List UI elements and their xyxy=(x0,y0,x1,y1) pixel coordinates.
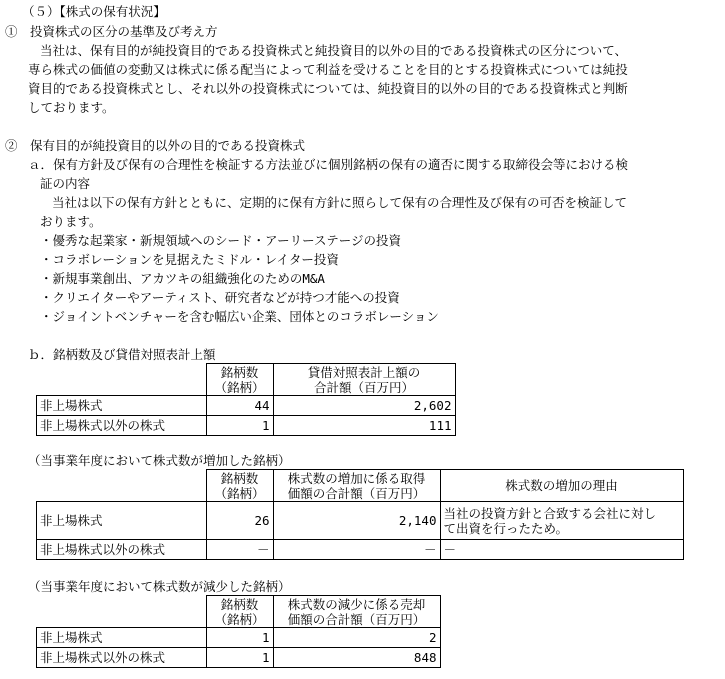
header-blank xyxy=(37,364,207,396)
table3-caption: （当事業年度において株式数が減少した銘柄） xyxy=(28,579,291,594)
header-blank xyxy=(37,596,207,628)
header-amount: 株式数の減少に係る売却 価額の合計額（百万円） xyxy=(273,596,440,628)
row-count: 44 xyxy=(206,396,273,416)
header-count: 銘柄数 （銘柄） xyxy=(206,470,273,502)
header-amount: 株式数の増加に係る取得 価額の合計額（百万円） xyxy=(273,470,440,502)
table-row xyxy=(37,396,456,416)
bullet-item: ・コラボレーションを見据えたミドル・レイター投資 xyxy=(40,252,339,267)
header-amount: 貸借対照表計上額の 合計額（百万円） xyxy=(273,364,455,396)
row-count: 1 xyxy=(206,416,273,436)
table-row xyxy=(37,502,684,540)
row-reason: － xyxy=(440,540,683,560)
row-label: 非上場株式以外の株式 xyxy=(37,540,207,560)
row-label: 非上場株式以外の株式 xyxy=(37,648,207,668)
row-label: 非上場株式 xyxy=(37,628,207,648)
row-count: 1 xyxy=(206,648,273,668)
row-amount: 848 xyxy=(273,648,440,668)
bullet-item: ・優秀な起業家・新規領域へのシード・アーリーステージの投資 xyxy=(40,233,402,248)
item-a-title: ａ．保有方針及び保有の合理性を検証する方法並びに個別銘柄の保有の適否に関する取締役会等における検 xyxy=(28,157,629,172)
row-label: 非上場株式 xyxy=(37,502,207,540)
header-count: 銘柄数 （銘柄） xyxy=(206,596,273,628)
bullet-item: ・クリエイターやアーティスト、研究者などが持つ才能への投資 xyxy=(40,290,400,305)
row-amount: 2 xyxy=(273,628,440,648)
bullet-item: ・ジョイントベンチャーを含む幅広い企業、団体とのコラボレーション xyxy=(40,309,439,324)
row-label: 非上場株式以外の株式 xyxy=(37,416,207,436)
row-count: 26 xyxy=(206,502,273,540)
row-amount: 2,602 xyxy=(273,396,455,416)
paragraph-line: しております。 xyxy=(28,100,115,115)
row-amount: 111 xyxy=(273,416,455,436)
table2-caption: （当事業年度において株式数が増加した銘柄） xyxy=(28,453,291,468)
decrease-table xyxy=(36,595,441,668)
table-row xyxy=(37,628,441,648)
row-count: － xyxy=(206,540,273,560)
table-row xyxy=(37,540,684,560)
row-count: 1 xyxy=(206,628,273,648)
item-a-body: 当社は以下の保有方針とともに、定期的に保有方針に照らして保有の合理性及び保有の可否を検証して xyxy=(52,195,628,210)
row-amount: － xyxy=(273,540,440,560)
row-label: 非上場株式 xyxy=(37,396,207,416)
subsection-1-title: ① 投資株式の区分の基準及び考え方 xyxy=(5,24,218,39)
table-row xyxy=(37,416,456,436)
paragraph-line: 資目的である投資株式とし、それ以外の投資株式については、純投資目的以外の目的である投資株式と判断 xyxy=(28,81,628,96)
bullet-item: ・新規事業創出、アカツキの組織強化のためのM&A xyxy=(40,271,325,286)
paragraph-line: 当社は、保有目的が純投資目的である投資株式と純投資目的以外の目的である投資株式の区分について、 xyxy=(40,43,628,58)
header-count: 銘柄数 （銘柄） xyxy=(206,364,273,396)
row-reason: 当社の投資方針と合致する会社に対し て出資を行ったため。 xyxy=(440,502,683,540)
item-b-title: ｂ．銘柄数及び貸借対照表計上額 xyxy=(28,347,216,362)
item-a-title: 証の内容 xyxy=(40,176,91,191)
item-a-body: おります。 xyxy=(40,214,102,229)
header-blank xyxy=(37,470,207,502)
header-reason: 株式数の増加の理由 xyxy=(440,470,683,502)
section-heading: （５）【株式の保有状況】 xyxy=(22,4,166,19)
holdings-table xyxy=(36,363,456,436)
row-amount: 2,140 xyxy=(273,502,440,540)
increase-table xyxy=(36,469,684,560)
paragraph-line: 専ら株式の価値の変動又は株式に係る配当によって利益を受けることを目的とする投資株式については純投 xyxy=(28,62,628,77)
table-row xyxy=(37,648,441,668)
subsection-2-title: ② 保有目的が純投資目的以外の目的である投資株式 xyxy=(5,138,306,153)
